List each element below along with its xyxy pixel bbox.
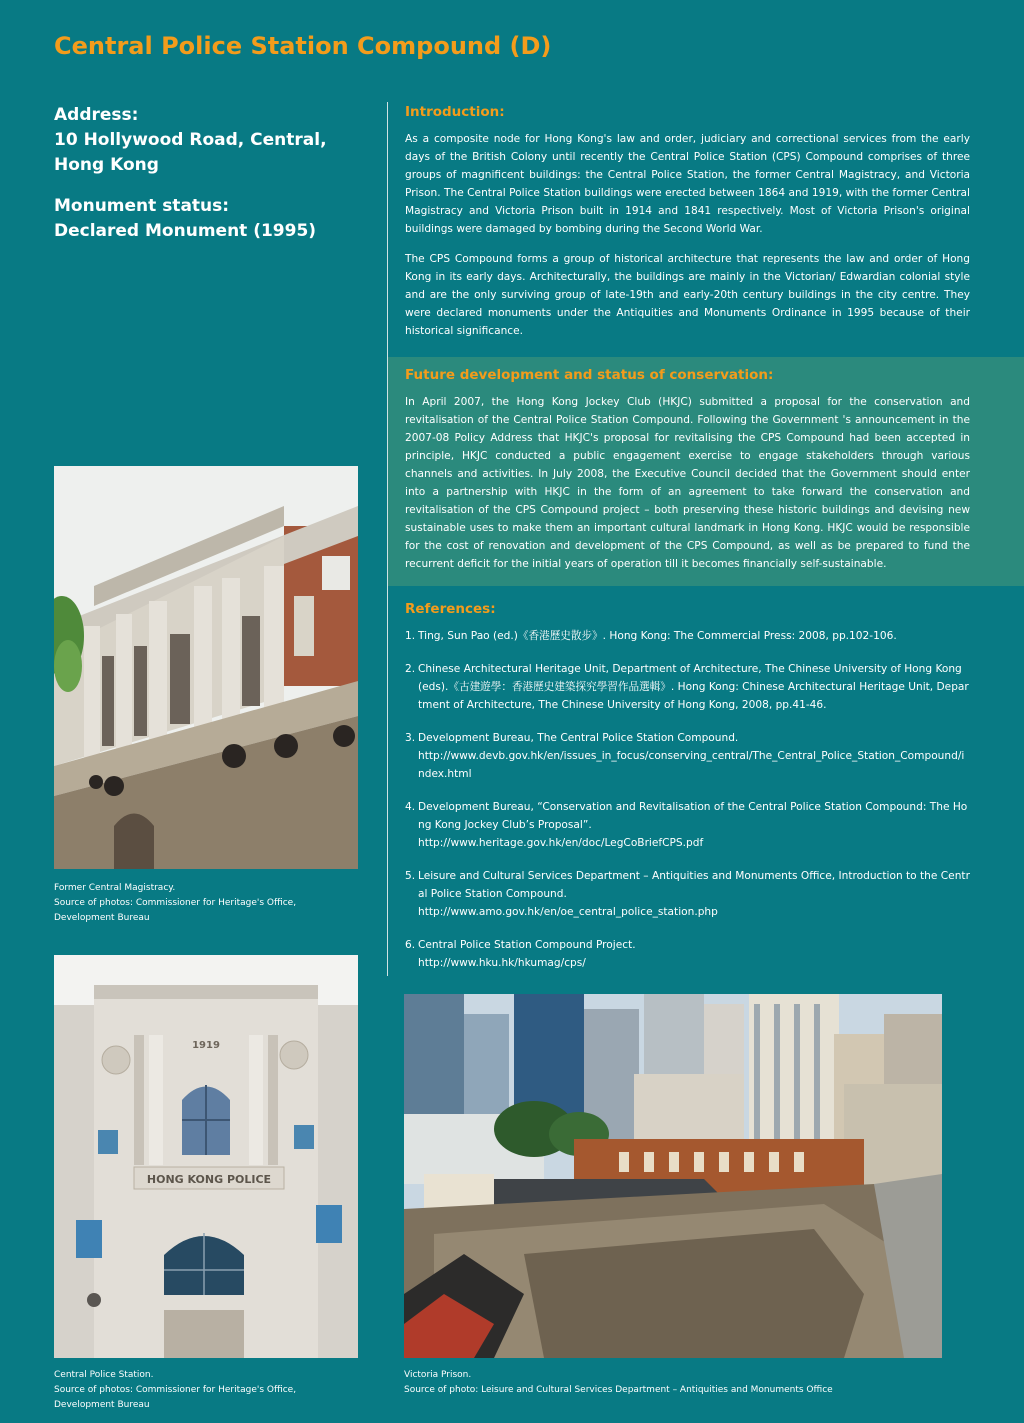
reference-text: Development Bureau, “Conservation and Revitalisation of the Central Police Station Compound: The Hong Kong Jockey Club’s Proposal”.	[418, 801, 968, 831]
references-list	[405, 627, 970, 972]
introduction-paragraph-2: The CPS Compound forms a group of historical architecture that represents the law and order of Hong Kong in its early days. Architecturally, the buildings are mainly in the Victorian/ Edwardian colonial style and are the only surviving group of late-19th and early-20th century buildings in the city centre. They were declared monuments under the Antiquities and Monuments Ordinance in 1995 because of their historical significance.	[405, 253, 970, 337]
reference-text: Leisure and Cultural Services Department – Antiquities and Monuments Office, Introduction to the Central Police Station Compound.	[418, 870, 970, 900]
introduction-heading: Introduction:	[405, 104, 505, 120]
prison-caption	[404, 1368, 1004, 1398]
references-heading: References:	[405, 601, 496, 617]
reference-url[interactable]: http://www.hku.hk/hkumag/cps/	[418, 957, 586, 969]
introduction-paragraph-1: As a composite node for Hong Kong's law and order, judiciary and correctional services from the early days of the British Colony until recently the Central Police Station (CPS) Compound comprises of three groups of magnificent buildings: the Central Police Station, the former Central Magistracy, and Victoria Prison. The Central Police Station buildings were erected between 1864 and 1919, with the former Central Magistracy and Victoria Prison built in 1914 and 1841 respectively. Most of Victoria Prison's original buildings were damaged by bombing during the Second World War.	[405, 133, 970, 235]
address-label: Address:	[54, 105, 139, 125]
reference-item	[405, 729, 970, 783]
caption-title: Former Central Magistracy.	[54, 883, 176, 893]
reference-text: Ting, Sun Pao (ed.)《香港歷史散步》. Hong Kong: The Commercial Press: 2008, pp.102-106.	[418, 630, 897, 642]
site-info	[54, 103, 374, 244]
reference-url[interactable]: http://www.amo.gov.hk/en/oe_central_police_station.php	[418, 906, 718, 918]
reference-text: Central Police Station Compound Project.	[418, 939, 636, 951]
reference-item	[405, 936, 970, 972]
caption-source: Source of photos: Commissioner for Heritage's Office,	[54, 1385, 297, 1395]
caption-source: Source of photos: Commissioner for Heritage's Office,	[54, 898, 297, 908]
future-development-section	[388, 357, 1024, 586]
reference-number: 3.	[405, 732, 416, 744]
reference-number: 2.	[405, 663, 416, 675]
reference-number: 6.	[405, 939, 416, 951]
monument-status-label: Monument status:	[54, 196, 230, 216]
reference-url[interactable]: http://www.devb.gov.hk/en/issues_in_focus/conserving_central/The_Central_Police_Station_Compound/index.html	[418, 750, 965, 780]
monument-status-value: Declared Monument (1995)	[54, 221, 317, 241]
caption-source-cont: Development Bureau	[54, 913, 150, 923]
caption-title: Victoria Prison.	[404, 1370, 472, 1380]
magistracy-caption	[54, 881, 354, 926]
reference-text: Chinese Architectural Heritage Unit, Department of Architecture, The Chinese University of Hong Kong (eds).《古建遊學：香港歷史建築探究學習作品選輯》. Hong Kong: Chinese Architectural Heritage Unit, Department of Architecture, The Chinese University of Hong Kong, 2008, pp.41-46.	[418, 663, 969, 711]
reference-text: Development Bureau, The Central Police Station Compound.	[418, 732, 739, 744]
references-section	[388, 601, 1024, 987]
reference-item	[405, 867, 970, 921]
facade-year: 1919	[192, 1040, 220, 1051]
reference-number: 4.	[405, 801, 416, 813]
future-development-paragraph: In April 2007, the Hong Kong Jockey Club (HKJC) submitted a proposal for the conservation and revitalisation of the Central Police Station Compound. Following the Government 's announcement in the 2007-08 Policy Address that HKJC's proposal for revitalising the CPS Compound had been accepted in principle, HKJC conducted a public engagement exercise to engage stakeholders through various channels and activities. In July 2008, the Executive Council decided that the Government should enter into a partnership with HKJC in the form of an agreement to take forward the conservation and revitalisation of the CPS Compound project – both preserving these historic buildings and devising new sustainable uses to make them an important cultural landmark in Hong Kong. HKJC would be responsible for the cost of renovation and development of the CPS Compound, as well as be prepared to fund the recurrent deficit for the initial years of operation till it becomes financially self-sustainable.	[405, 396, 970, 570]
reference-item	[405, 627, 970, 645]
reference-item	[405, 660, 970, 714]
prison-photo	[404, 994, 942, 1358]
magistracy-photo	[54, 466, 358, 869]
police-station-caption	[54, 1368, 354, 1413]
caption-source: Source of photo: Leisure and Cultural Services Department – Antiquities and Monuments Office	[404, 1385, 833, 1395]
address-line-2: Hong Kong	[54, 155, 159, 175]
reference-number: 1.	[405, 630, 416, 642]
introduction-section	[388, 104, 1024, 352]
reference-item	[405, 798, 970, 852]
address-line-1: 10 Hollywood Road, Central,	[54, 130, 327, 150]
future-development-heading: Future development and status of conservation:	[405, 367, 774, 383]
reference-number: 5.	[405, 870, 416, 882]
caption-title: Central Police Station.	[54, 1370, 154, 1380]
police-station-photo	[54, 955, 358, 1358]
reference-url[interactable]: http://www.heritage.gov.hk/en/doc/LegCoBriefCPS.pdf	[418, 837, 704, 849]
facade-sign: HONG KONG POLICE	[146, 1173, 272, 1186]
caption-source-cont: Development Bureau	[54, 1400, 150, 1410]
page-title: Central Police Station Compound (D)	[54, 32, 552, 60]
